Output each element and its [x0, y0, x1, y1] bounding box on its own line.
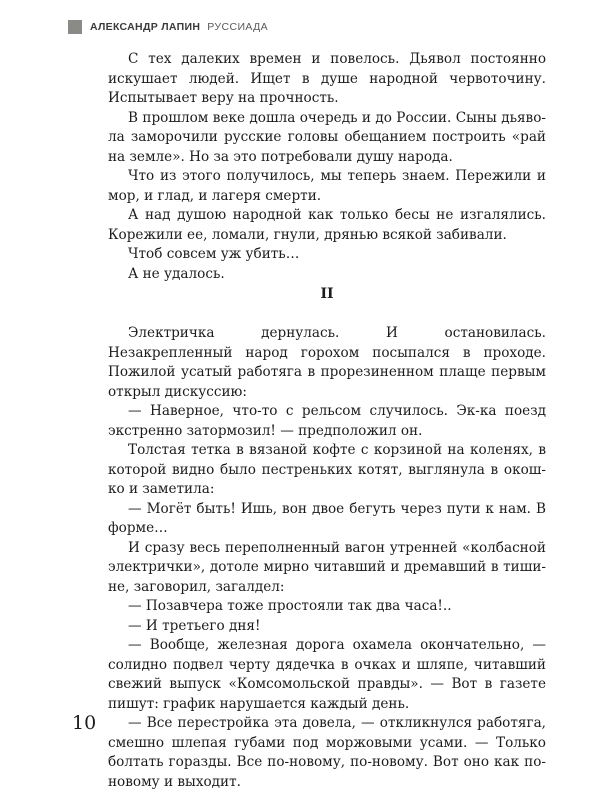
paragraph: — Могёт быть! Ишь, вон двое бегуть через пути к нам. В форме…	[108, 500, 546, 536]
text-block-chapter	[108, 324, 546, 792]
paragraph: А не удалось.	[128, 265, 225, 282]
paragraph: И сразу весь переполненный вагон утренней «колбасной электрички», дотоле мирно читавший и дремавший в тишине, заговорил, загалдел:	[108, 539, 546, 595]
paragraph: — И третьего дня!	[128, 617, 261, 634]
paragraph: Толстая тетка в вязаной кофте с корзиной на коленях, в которой видно было пестреньких котят, выглянула в окошко и заметила:	[108, 442, 546, 497]
paragraph: В прошлом веке дошла очередь и до России. Сыны дьявола заморочили русские головы обещанием построить «рай на земле». Но за это потребовали душу народа.	[108, 109, 546, 165]
header-author: АЛЕКСАНДР ЛАПИН	[90, 21, 201, 33]
page-number: 10	[72, 712, 97, 734]
chapter-heading: II	[320, 286, 334, 302]
paragraph: — Позавчера тоже простояли так два часа!..	[128, 598, 452, 614]
paragraph: Чтоб совсем уж убить…	[128, 246, 300, 262]
paragraph: — Наверное, что-то с рельсом случилось. Эк-ка поезд экстренно затормозил! — предположил он.	[108, 403, 546, 439]
paragraph: — Вообще, железная дорога охамела окончательно, — солидно подвел черту дядечка в очках и шляпе, читавший свежий выпуск «Комсомольской правды». — Вот в газете пишут: график нарушается каждый день.	[108, 637, 546, 712]
text-block-intro	[108, 50, 546, 284]
running-header	[68, 20, 268, 34]
paragraph: Что из этого получилось, мы теперь знаем. Пережили и мор, и глад, и лагеря смерти.	[108, 168, 546, 204]
paragraph: — Все перестройка эта довела, — откликнулся работяга, смешно шлепая губами под моржовыми усами. — Только болтать горазды. Все по-новому, по-новому. Вот оно как по-новому и выходит.	[108, 715, 546, 790]
header-marker	[68, 20, 82, 34]
header-book-title: РУССИАДА	[207, 21, 269, 33]
paragraph: Электричка дернулась. И остановилась. Незакрепленный народ горохом посыпался в проходе. Пожилой усатый работяга в прорезиненном плаще первым открыл дискуссию:	[108, 325, 546, 400]
paragraph: С тех далеких времен и повелось. Дьявол постоянно искушает людей. Ищет в душе народной червоточину. Испытывает веру на прочность.	[108, 51, 546, 106]
paragraph: А над душою народной как только бесы не изгалялись. Корежили ее, ломали, гнули, дрянью всякой забивали.	[108, 207, 546, 243]
